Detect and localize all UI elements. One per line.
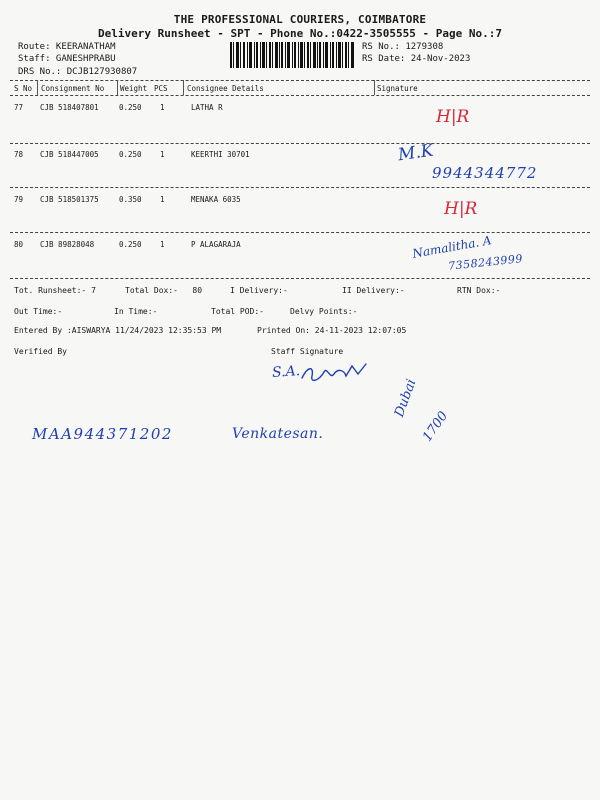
header-bottom-rule <box>10 95 590 96</box>
column-divider <box>37 80 38 95</box>
handwritten-signature: H|R <box>444 199 478 219</box>
col-header-consignment: Consignment No <box>41 84 105 93</box>
company-title: THE PROFESSIONAL COURIERS, COIMBATORE <box>173 13 427 26</box>
handwritten-code: MAA944371202 <box>32 425 173 443</box>
row-divider <box>10 143 590 144</box>
handwritten-note: 1700 <box>420 408 452 445</box>
row-sno: 78 <box>14 150 24 159</box>
table-top-rule <box>10 80 590 81</box>
handwritten-name: Namalitha. A <box>411 233 493 261</box>
row-consignment: CJB 518501375 <box>40 195 99 204</box>
row-sno: 79 <box>14 195 24 204</box>
staff-signature-handwritten: S.A. <box>271 363 301 381</box>
row-weight: 0.250 <box>119 103 142 112</box>
row-pcs: 1 <box>160 103 165 112</box>
row-divider <box>10 232 590 233</box>
rs-date: RS Date: 24-Nov-2023 <box>362 54 471 64</box>
drs-number: DRS No.: DCJB127930807 <box>18 67 138 77</box>
rtn-dox: RTN Dox:- <box>457 286 501 295</box>
row-consignment: CJB 518407801 <box>40 103 99 112</box>
row-weight: 0.250 <box>119 150 142 159</box>
ii-delivery: II Delivery:- <box>342 286 405 295</box>
out-time: Out Time:- <box>14 307 63 316</box>
col-header-signature: Signature <box>377 84 418 93</box>
row-weight: 0.250 <box>119 240 142 249</box>
route-label: Route: KEERANATHAM <box>18 42 116 52</box>
row-pcs: 1 <box>160 195 165 204</box>
row-consignment: CJB 89828048 <box>40 240 95 249</box>
rs-number: RS No.: 1279308 <box>362 42 444 52</box>
row-divider <box>10 187 590 188</box>
row-sno: 77 <box>14 103 24 112</box>
row-consignee: LATHA R <box>191 103 223 112</box>
staff-signature-label: Staff Signature <box>271 347 344 356</box>
column-divider <box>374 80 375 95</box>
i-delivery: I Delivery:- <box>230 286 288 295</box>
col-header-weight: Weight <box>120 84 148 93</box>
row-weight: 0.350 <box>119 195 142 204</box>
total-pod: Total POD:- <box>211 307 264 316</box>
col-header-sno: S No <box>14 84 33 93</box>
row-consignee: KEERTHI 30701 <box>191 150 250 159</box>
staff-label: Staff: GANESHPRABU <box>18 54 116 64</box>
handwritten-phone: 9944344772 <box>432 164 538 182</box>
row-sno: 80 <box>14 240 24 249</box>
row-pcs: 1 <box>160 150 165 159</box>
runsheet-subtitle: Delivery Runsheet - SPT - Phone No.:0422-3505555 - Page No.:7 <box>98 27 502 40</box>
handwritten-name: Venkatesan. <box>232 426 324 442</box>
printed-on: Printed On: 24-11-2023 12:07:05 <box>257 326 407 335</box>
handwritten-signature: H|R <box>436 107 470 127</box>
row-consignment: CJB 518447005 <box>40 150 99 159</box>
handwritten-initials: M.K <box>396 140 435 166</box>
barcode-image <box>230 42 355 68</box>
handwritten-phone: 7358243999 <box>447 252 524 273</box>
col-header-consignee: Consignee Details <box>187 84 264 93</box>
verified-by-label: Verified By <box>14 347 67 356</box>
column-divider <box>117 80 118 95</box>
col-header-pcs: PCS <box>154 84 168 93</box>
in-time: In Time:- <box>114 307 158 316</box>
handwritten-note: Dubai <box>392 377 420 420</box>
entered-by: Entered By :AISWARYA 11/24/2023 12:35:53 PM <box>14 326 222 335</box>
row-consignee: P ALAGARAJA <box>191 240 241 249</box>
signature-scribble <box>300 360 370 388</box>
tot-runsheet: Tot. Runsheet:- 7 <box>14 286 96 295</box>
row-pcs: 1 <box>160 240 165 249</box>
row-consignee: MENAKA 6035 <box>191 195 241 204</box>
delvy-points: Delvy Points:- <box>290 307 358 316</box>
column-divider <box>183 80 184 95</box>
total-dox: Total Dox:- 80 <box>125 286 203 295</box>
table-bottom-rule <box>10 278 590 279</box>
